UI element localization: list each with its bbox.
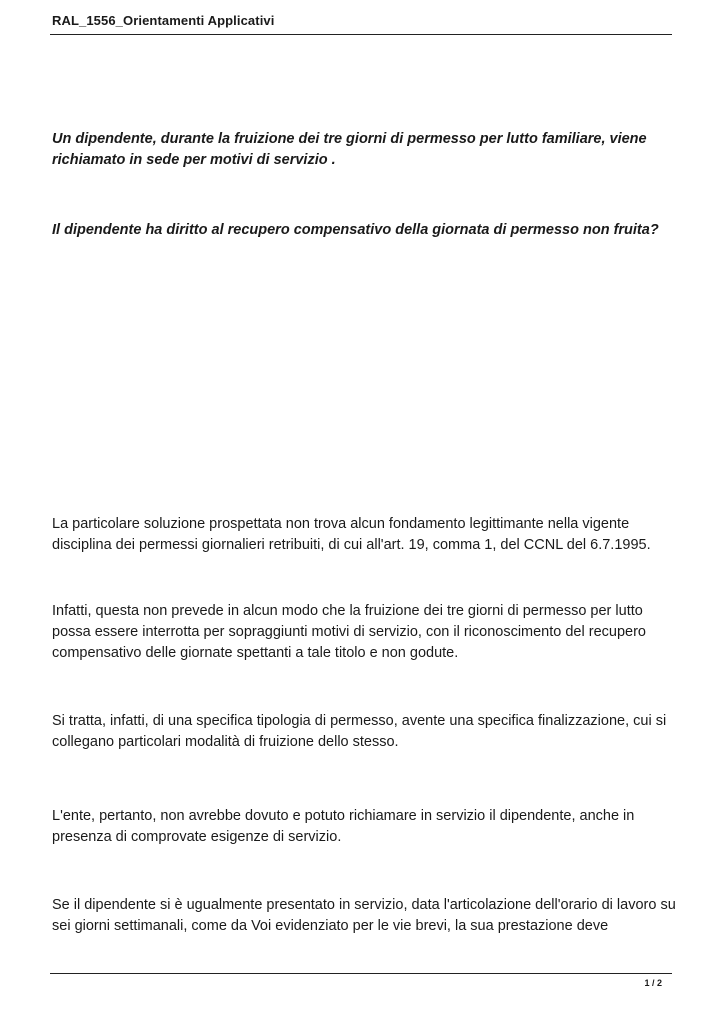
- paragraph-3: Si tratta, infatti, di una specifica tipologia di permesso, avente una specifica finalizzazione, cui si collegano particolari modalità di fruizione dello stesso.: [52, 713, 667, 750]
- header-divider: [50, 34, 672, 35]
- question-text-2: Il dipendente ha diritto al recupero compensativo della giornata di permesso non fruita?: [52, 222, 659, 238]
- paragraph-1: La particolare soluzione prospettata non trova alcun fondamento legittimante nella vigente disciplina dei permessi giornalieri retribuiti, di cui all'art. 19, comma 1, del CCNL del 6.7.1995.: [52, 516, 651, 553]
- footer-divider: [50, 973, 672, 974]
- paragraph-4: L'ente, pertanto, non avrebbe dovuto e potuto richiamare in servizio il dipendente, anche in presenza di comprovate esigenze di servizio.: [52, 808, 635, 845]
- question-text-1: Un dipendente, durante la fruizione dei tre giorni di permesso per lutto familiare, viene richiamato in sede per motivi di servizio .: [52, 131, 647, 168]
- page-number: 1 / 2: [644, 978, 662, 988]
- document-header-title: RAL_1556_Orientamenti Applicativi: [52, 13, 275, 28]
- paragraph-5: Se il dipendente si è ugualmente presentato in servizio, data l'articolazione dell'orario di lavoro su sei giorni settimanali, come da Voi evidenziato per le vie brevi, la sua prestazione deve: [52, 897, 676, 934]
- paragraph-2: Infatti, questa non prevede in alcun modo che la fruizione dei tre giorni di permesso per lutto possa essere interrotta per sopraggiunti motivi di servizio, con il riconoscimento del recupero compensativo delle giornate spettanti a tale titolo e non godute.: [52, 603, 646, 661]
